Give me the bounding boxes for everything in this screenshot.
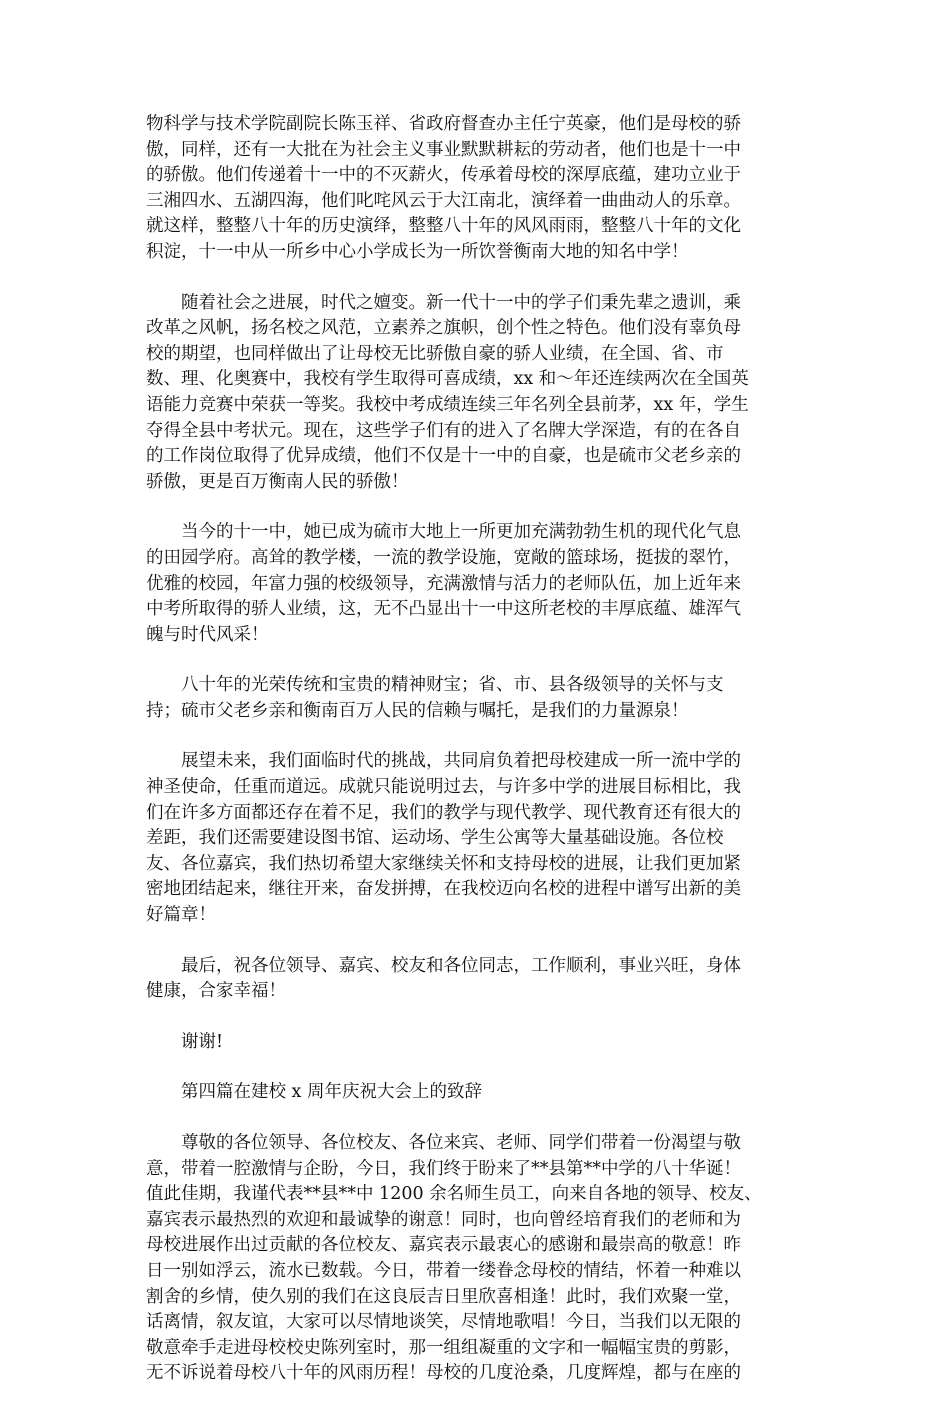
paragraph-school-today: 当今的十一中，她已成为硫市大地上一所更加充满勃勃生机的现代化气息 的田园学府。高耸的教学楼，一流的教学设施，宽敞的篮球场，挺拔的翠竹， 优雅的校园，年富力强的校级领导，充满激情与活力的老师队伍，加上近年来 中考所取得的骄人业绩，这，无不凸显出十一中这所老校的丰厚底蕴、雄浑气 魄与时代风采！ <box>146 522 741 645</box>
paragraph-thanks: 谢谢! <box>181 1031 224 1052</box>
paragraph-strength-source: 八十年的光荣传统和宝贵的精神财宝；省、市、县各级领导的关怀与支 持；硫市父老乡亲和衡南百万人民的信赖与嘱托，是我们的力量源泉！ <box>146 675 724 721</box>
paragraph-speech-opening: 尊敬的各位领导、各位校友、各位来宾、老师、同学们带着一份渴望与敬 意，带着一腔激情与企盼，今日，我们终于盼来了**县第**中学的八十华诞！ 值此佳期，我谨代表**县**中 1200 余名师生员工，向来自各地的领导、校友、 嘉宾表示最热烈的欢迎和最诚挚的谢意！同时，也向曾经培育我们的老师和为 母校进展作出过贡献的各位校友、嘉宾表示最衷心的感谢和最崇高的敬意！昨 日一别如浮云，流水已数载。今日，带着一缕眷念母校的情结，怀着一种难以 割舍的乡情，使久别的我们在这良辰吉日里欣喜相逢！此时，我们欢聚一堂， 话离情，叙友谊，大家可以尽情地谈笑，尽情地歌唱！今日，当我们以无限的 敬意牵手走进母校校史陈列室时，那一组组凝重的文字和一幅幅宝贵的剪影， 无不诉说着母校八十年的风雨历程！母校的几度沧桑，几度辉煌，都与在座的 <box>146 1133 762 1384</box>
paragraph-alumni-pride: 物科学与技术学院副院长陈玉祥、省政府督查办主任宁英豪，他们是母校的骄 傲，同样，还有一大批在为社会主义事业默默耕耘的劳动者，他们也是十一中 的骄傲。他们传递着十一中的不灭薪火，传承着母校的深厚底蕴，建功立业于 三湘四水、五湖四海，他们叱咤风云于大江南北，演绎着一曲曲动人的乐章。 就这样，整整八十年的历史演绎，整整八十年的风风雨雨，整整八十年的文化 积淀，十一中从一所乡中心小学成长为一所饮誉衡南大地的知名中学！ <box>146 114 741 262</box>
paragraph-student-achievements: 随着社会之进展，时代之嬗变。新一代十一中的学子们秉先辈之遗训，乘 改革之风帆，扬名校之风范，立素养之旗帜，创个性之特色。他们没有辜负母 校的期望，也同样做出了让母校无比骄傲自豪的骄人业绩，在全国、省、市 数、理、化奥赛中，我校有学生取得可喜成绩，xx 和～年还连续两次在全国英 语能力竞赛中荣获一等奖。我校中考成绩连续三年名列全县前茅，xx 年，学生 夺得全县中考状元。现在，这些学子们有的进入了名牌大学深造，有的在各自 的工作岗位取得了优异成绩，他们不仅是十一中的自豪，也是硫市父老乡亲的 骄傲，更是百万衡南人民的骄傲！ <box>146 292 749 492</box>
paragraph-future-outlook: 展望未来，我们面临时代的挑战，共同肩负着把母校建成一所一流中学的 神圣使命，任重而道远。成就只能说明过去，与许多中学的进展目标相比，我 们在许多方面都还存在着不足，我们的教学与现代教学、现代教育还有很大的 差距，我们还需要建设图书馆、运动场、学生公寓等大量基础设施。各位校 友、各位嘉宾，我们热切希望大家继续关怀和支持母校的进展，让我们更加紧 密地团结起来，继往开来，奋发拼搏，在我校迈向名校的进程中谱写出新的美 好篇章！ <box>146 751 741 926</box>
section-heading: 第四篇在建校 x 周年庆祝大会上的致辞 <box>181 1082 482 1103</box>
document-page <box>146 112 804 1412</box>
paragraph-best-wishes: 最后，祝各位领导、嘉宾、校友和各位同志，工作顺利，事业兴旺，身体 健康，合家幸福！ <box>146 955 741 1002</box>
